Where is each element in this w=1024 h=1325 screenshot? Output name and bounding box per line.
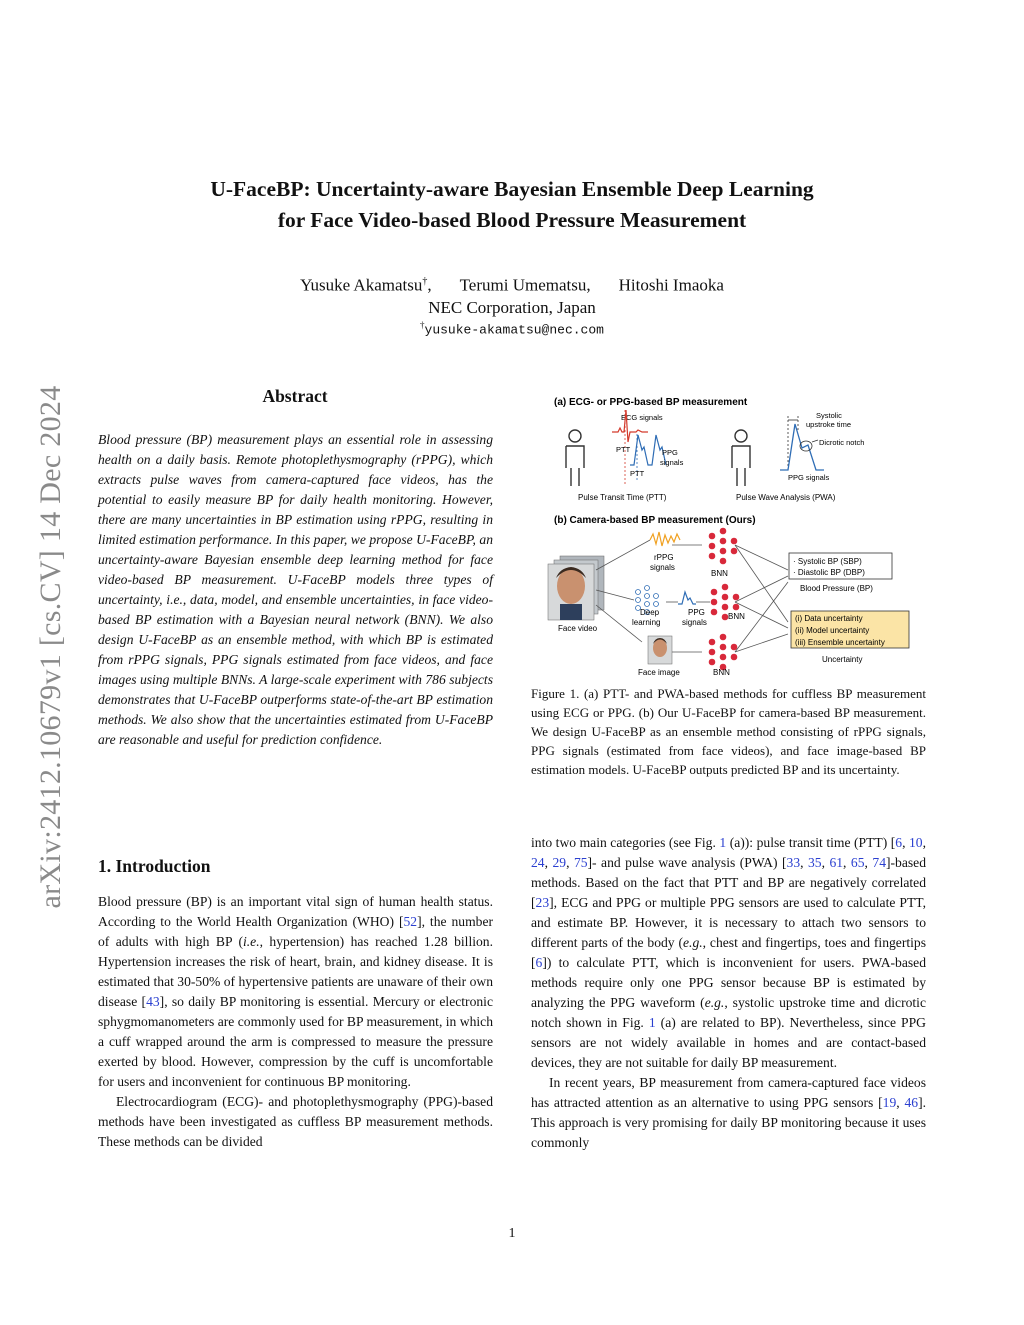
title-line-2: for Face Video-based Blood Pressure Measurement — [277, 208, 747, 232]
panel-a-title: (a) ECG- or PPG-based BP measurement — [554, 397, 748, 408]
citation-link[interactable]: 10 — [909, 835, 923, 850]
svg-text:signals: signals — [660, 458, 684, 467]
systolic-upstroke-label: Systolic — [816, 411, 842, 420]
face-video-image — [548, 556, 604, 620]
ppg-signals-label: PPG signals — [788, 473, 830, 482]
citation-link[interactable]: 33 — [786, 855, 801, 870]
figure-1-caption: Figure 1. (a) PTT- and PWA-based methods for cuffless BP measurement using ECG or PPG. (b) Our U-FaceBP for camera-based BP measurement. We design U-FaceBP as an ensemble method consisting of rPPG signals, PPG signals (estimated from face videos), and face image-based BP estimation models. U-FaceBP outputs predicted BP and its uncertainty. — [531, 686, 926, 777]
author-1-mark: † — [422, 276, 428, 287]
citation-link[interactable]: 74 — [872, 855, 886, 870]
ptt-label: PTT — [616, 445, 631, 454]
figure-link[interactable]: 1 — [719, 835, 727, 850]
paper-title — [0, 174, 1024, 236]
figure-1-graphic — [530, 390, 930, 680]
person-icon — [732, 430, 750, 486]
svg-text:ECG signals: ECG signals — [621, 413, 663, 422]
title-line-1: U-FaceBP: Uncertainty-aware Bayesian Ensemble Deep Learning — [210, 177, 814, 201]
deep-learning-label-2: learning — [632, 618, 661, 627]
ppg-label: PPG — [688, 608, 705, 617]
bnn-network-icon — [709, 528, 737, 564]
uncertainty-item-2: (ii) Model uncertainty — [795, 626, 870, 635]
right-paragraph-1: into two main categories (see Fig. 1 (a)): pulse transit time (PTT) [6, 10, 24, 29, 75]- and pulse wave analysis (PWA) [33, 35, 61, 65, 74]-based methods. Based on the fact that PTT and BP are negatively correlated [23], ECG and PPG or multiple PPG sensors are used to calculate PTT, and estimate BP. However, it is necessary to attach two sensors to different parts of the body (e.g., chest and fingertips, toes and fingertips [6]) to calculate PTT, which is inconvenient for users. PWA-based methods require only one PPG sensor because BP is estimated by analyzing the PPG waveform (e.g., systolic upstroke time and dicrotic notch shown in Fig. 1 (a) are related to BP). Nevertheless, since PPG sensors are not widely available in homes and are contact-based devices, they are not suitable for daily BP measurement. — [531, 835, 926, 1070]
citation-link[interactable]: 23 — [535, 895, 550, 910]
ptt-caption: Pulse Transit Time (PTT) — [578, 493, 667, 502]
citation-link[interactable]: 6 — [535, 955, 543, 970]
citation-link[interactable]: 43 — [146, 994, 160, 1009]
systolic-upstroke-label-2: upstroke time — [806, 420, 852, 429]
bnn-label: BNN — [713, 668, 730, 677]
abstract-heading: Abstract — [262, 386, 328, 406]
dbp-label: · Diastolic BP (DBP) — [793, 568, 865, 577]
rppg-waveform — [650, 532, 680, 546]
bnn-network-icon — [709, 634, 737, 670]
ppg-estimated-waveform — [678, 592, 696, 604]
citation-link[interactable]: 35 — [807, 855, 822, 870]
author-line: Yusuke Akamatsu†, Terumi Umematsu, Hitoshi Imaoka — [300, 275, 724, 295]
abstract-text: Blood pressure (BP) measurement plays an essential role in assessing health on a daily basis. Remote photoplethysmography (rPPG), which extracts pulse waves from camera-captured face videos, has the potential to easily measure BP for daily health monitoring. However, there are many uncertainties in BP estimation using rPPG, resulting in limited estimation performance. In this paper, we propose U-FaceBP, an uncertainty-aware Bayesian ensemble deep learning method for face video-based BP measurement. U-FaceBP models three types of uncertainty, i.e., data, model, and ensemble uncertainties, in face video-based BP estimation with a Bayesian neural network (BNN). We also design U-FaceBP as an ensemble method, with which BP is estimated from rPPG signals, PPG signals estimated from face videos, and face images using multiple BNNs. A large-scale experiment with 786 subjects demonstrates that U-FaceBP outperforms state-of-the-art BP estimation methods. We also show that the uncertainties estimated from U-FaceBP are reasonable and useful for prediction confidence. — [98, 432, 493, 747]
pwa-caption: Pulse Wave Analysis (PWA) — [736, 493, 836, 502]
citation-link[interactable]: 29 — [552, 855, 567, 870]
panel-b-title: (b) Camera-based BP measurement (Ours) — [554, 515, 756, 526]
affiliation: NEC Corporation, Japan — [428, 297, 596, 317]
arxiv-stamp — [31, 352, 71, 942]
uncertainty-caption: Uncertainty — [822, 655, 863, 664]
arxiv-id[interactable]: arXiv:2412.10679v1 [cs.CV] 14 Dec 2024 — [34, 385, 67, 909]
figure-1 — [530, 390, 930, 680]
citation-link[interactable]: 6 — [895, 835, 903, 850]
deep-learning-label: Deep — [640, 608, 660, 617]
uncertainty-item-3: (iii) Ensemble uncertainty — [795, 638, 885, 647]
email-mark: † — [420, 320, 425, 330]
figure-link[interactable]: 1 — [648, 1015, 656, 1030]
uncertainty-item-1: (i) Data uncertainty — [795, 614, 863, 623]
ppg-label-2: signals — [682, 618, 707, 627]
author-2: Terumi Umematsu — [459, 275, 587, 295]
bnn-label: BNN — [711, 569, 728, 578]
right-paragraph-2: In recent years, BP measurement from camera-captured face videos has attracted attention as an alternative to using PPG sensors [19, 46]. This approach is very promising for daily BP monitoring because it uses commonly — [531, 1075, 926, 1150]
rppg-label: rPPG — [654, 553, 674, 562]
page-number: 1 — [508, 1226, 516, 1241]
intro-paragraph-2: Electrocardiogram (ECG)- and photoplethysmography (PPG)-based methods have been investigated as cuffless BP measurement methods. These methods can be divided — [98, 1094, 493, 1149]
email-line — [0, 320, 1024, 337]
svg-text:PPG: PPG — [662, 448, 678, 457]
intro-paragraph-1: Blood pressure (BP) is an important vital sign of human health status. According to the World Health Organization (WHO) [52], the number of adults with high BP (i.e., hypertension) has reached 1.28 billion. Hypertension increases the risk of heart, brain, and kidney disease. It is estimated that 30-50% of hypertensive patients are unaware of their own disease [43], so daily BP monitoring is essential. Mercury or electronic sphygmomanometers are commonly used for BP measurement, in which a cuff wrapped around the arm is compressed to measure the pressure exerted by blood. However, compression by the cuff is uncomfortable for users and inconvenient for continuous BP monitoring. — [98, 894, 494, 1089]
right-column-text — [531, 833, 926, 1153]
left-column-text — [98, 892, 493, 1152]
citation-link[interactable]: 75 — [573, 855, 588, 870]
citation-link[interactable]: 61 — [829, 855, 844, 870]
citation-link[interactable]: 46 — [904, 1095, 919, 1110]
sbp-label: · Systolic BP (SBP) — [793, 557, 862, 566]
flow-arrows — [596, 540, 788, 652]
face-image-label: Face image — [638, 668, 680, 677]
citation-link[interactable]: 24 — [531, 855, 545, 870]
person-icon — [566, 430, 584, 486]
author-1: Yusuke Akamatsu — [300, 275, 423, 295]
author-3: Hitoshi Imaoka — [618, 275, 724, 295]
author-block — [0, 271, 1024, 319]
bnn-label: BNN — [728, 612, 745, 621]
face-video-label: Face video — [558, 624, 598, 633]
citation-link[interactable]: 65 — [850, 855, 865, 870]
face-image — [648, 636, 672, 664]
citation-link[interactable]: 19 — [882, 1095, 897, 1110]
citation-link[interactable]: 52 — [403, 914, 418, 929]
dicrotic-notch-label: Dicrotic notch — [819, 438, 865, 447]
ptt-label-2: PTT — [630, 469, 645, 478]
rppg-label-2: signals — [650, 563, 675, 572]
author-email[interactable]: yusuke-akamatsu@nec.com — [424, 322, 604, 338]
section-heading-introduction: 1. Introduction — [98, 856, 211, 876]
bp-caption: Blood Pressure (BP) — [800, 584, 873, 593]
